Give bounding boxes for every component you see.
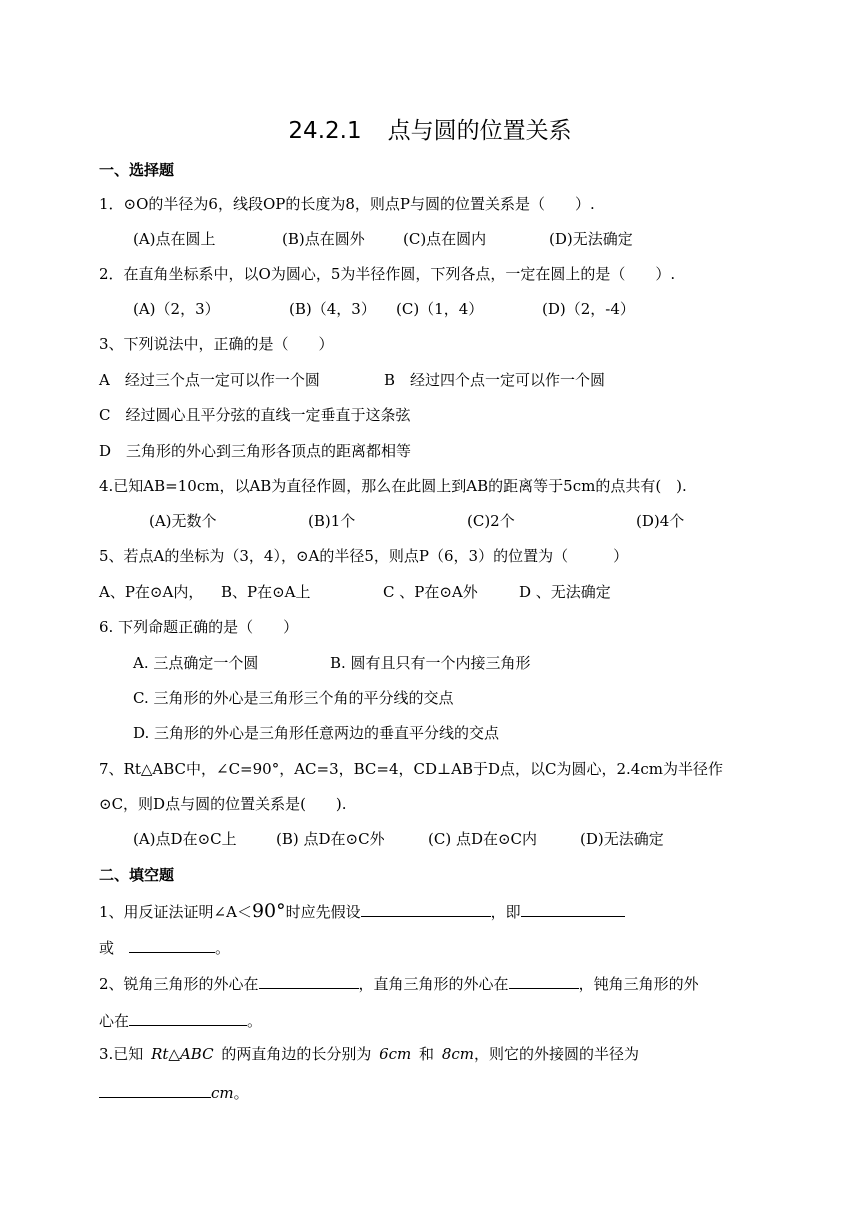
q7-option-d: (D)无法确定 — [580, 830, 664, 848]
q5-option-c: C 、P在⊙A外 — [383, 583, 478, 601]
q5-option-b: B、P在⊙A上 — [221, 583, 311, 601]
f2-blank-2[interactable] — [509, 971, 579, 989]
q6-option-a: A. 三点确定一个圆 — [133, 654, 259, 672]
f3-triangle: Rt△ABC — [151, 1045, 214, 1063]
q3-option-b: B 经过四个点一定可以作一个圆 — [384, 371, 606, 389]
q1-option-d: (D)无法确定 — [549, 230, 633, 248]
f3-line1 — [99, 1044, 639, 1064]
q5-option-a: A、P在⊙A内， — [99, 583, 204, 601]
f1-angle: 90° — [251, 900, 286, 922]
f1-line2 — [99, 935, 230, 958]
q7-option-a: (A)点D在⊙C上 — [133, 830, 237, 848]
q1-option-a: (A)点在圆上 — [133, 230, 216, 248]
f2-text-1: 2、锐角三角形的外心在 — [99, 975, 259, 993]
f3-text-1: 3.已知 — [99, 1045, 152, 1063]
f1-blank-1[interactable] — [361, 899, 491, 917]
f2-blank-3[interactable] — [129, 1008, 247, 1026]
f3-text-3: 和 — [411, 1045, 442, 1063]
q2-option-c: (C)（1，4） — [396, 300, 484, 318]
q4-stem: 4.已知AB=10cm，以AB为直径作圆，那么在此圆上到AB的距离等于5cm的点共有( ). — [99, 477, 687, 495]
f3-text-2: 的两直角边的长分别为 — [213, 1045, 380, 1063]
f1-text-3: ，即 — [490, 903, 521, 921]
f2-text-4: 心在 — [99, 1012, 130, 1030]
q3-option-a: A 经过三个点一定可以作一个圆 — [99, 371, 320, 389]
q2-option-d: (D)（2，-4） — [542, 300, 635, 318]
q3-option-c: C 经过圆心且平分弦的直线一定垂直于这条弦 — [99, 406, 411, 424]
q2-option-a: (A)（2，3） — [133, 300, 220, 318]
q5-option-d: D 、无法确定 — [519, 583, 611, 601]
f3-text-5: 。 — [233, 1084, 249, 1102]
title-text: 点与圆的位置关系 — [387, 118, 572, 144]
f3-length-2: 8cm — [441, 1045, 474, 1063]
q1-stem: 1．⊙O的半径为6，线段OP的长度为8，则点P与圆的位置关系是（ ）. — [99, 195, 595, 213]
f2-line1 — [99, 971, 699, 994]
title-number: 24.2.1 — [288, 118, 362, 144]
q1-option-c: (C)点在圆内 — [403, 230, 487, 248]
f2-line2 — [99, 1008, 262, 1031]
q6-option-d: D. 三角形的外心是三角形任意两边的垂直平分线的交点 — [133, 724, 500, 742]
q2-stem: 2．在直角坐标系中，以O为圆心，5为半径作圆，下列各点，一定在圆上的是（ ）. — [99, 265, 676, 283]
f1-end: 。 — [215, 939, 231, 957]
f1-line1 — [99, 899, 625, 922]
q3-option-d: D 三角形的外心到三角形各顶点的距离都相等 — [99, 442, 412, 460]
f2-text-3: ，钝角三角形的外 — [578, 975, 699, 993]
q6-option-b: B. 圆有且只有一个内接三角形 — [330, 654, 531, 672]
f1-text-2: 时应先假设 — [285, 903, 361, 921]
f1-blank-2[interactable] — [521, 899, 625, 917]
q7-stem-line1: 7、Rt△ABC中，∠C=90°，AC=3，BC=4，CD⊥AB于D点，以C为圆心，2.4cm为半径作 — [99, 760, 723, 778]
f1-blank-3[interactable] — [129, 935, 215, 953]
f2-blank-1[interactable] — [259, 971, 359, 989]
f1-text-4: 或 — [99, 939, 115, 957]
q7-option-b: (B) 点D在⊙C外 — [276, 830, 385, 848]
q4-option-b: (B)1个 — [308, 512, 356, 530]
q1-option-b: (B)点在圆外 — [282, 230, 365, 248]
f3-unit: cm — [211, 1084, 234, 1102]
q4-option-c: (C)2个 — [467, 512, 515, 530]
f2-text-2: ，直角三角形的外心在 — [358, 975, 509, 993]
q2-option-b: (B)（4，3） — [289, 300, 376, 318]
q4-option-d: (D)4个 — [636, 512, 685, 530]
q5-stem: 5、若点A的坐标为（3，4），⊙A的半径5，则点P（6，3）的位置为（ ） — [99, 547, 629, 565]
f3-text-4: ，则它的外接圆的半径为 — [474, 1045, 640, 1063]
q3-stem: 3、下列说法中，正确的是（ ） — [99, 335, 334, 353]
section-fill-heading: 二、填空题 — [99, 866, 175, 884]
q7-stem-line2: ⊙C，则D点与圆的位置关系是( ). — [99, 795, 347, 813]
f3-blank-1[interactable] — [99, 1080, 211, 1098]
q7-option-c: (C) 点D在⊙C内 — [428, 830, 538, 848]
q4-option-a: (A)无数个 — [149, 512, 217, 530]
f1-text-1: 1、用反证法证明∠A＜ — [99, 903, 252, 921]
page-title — [0, 112, 860, 145]
f3-length-1: 6cm — [379, 1045, 412, 1063]
f2-text-5: 。 — [247, 1012, 263, 1030]
q6-stem: 6. 下列命题正确的是（ ） — [99, 618, 299, 636]
q6-option-c: C. 三角形的外心是三角形三个角的平分线的交点 — [133, 689, 454, 707]
section-choice-heading: 一、选择题 — [99, 161, 175, 179]
f3-line2 — [99, 1080, 249, 1103]
